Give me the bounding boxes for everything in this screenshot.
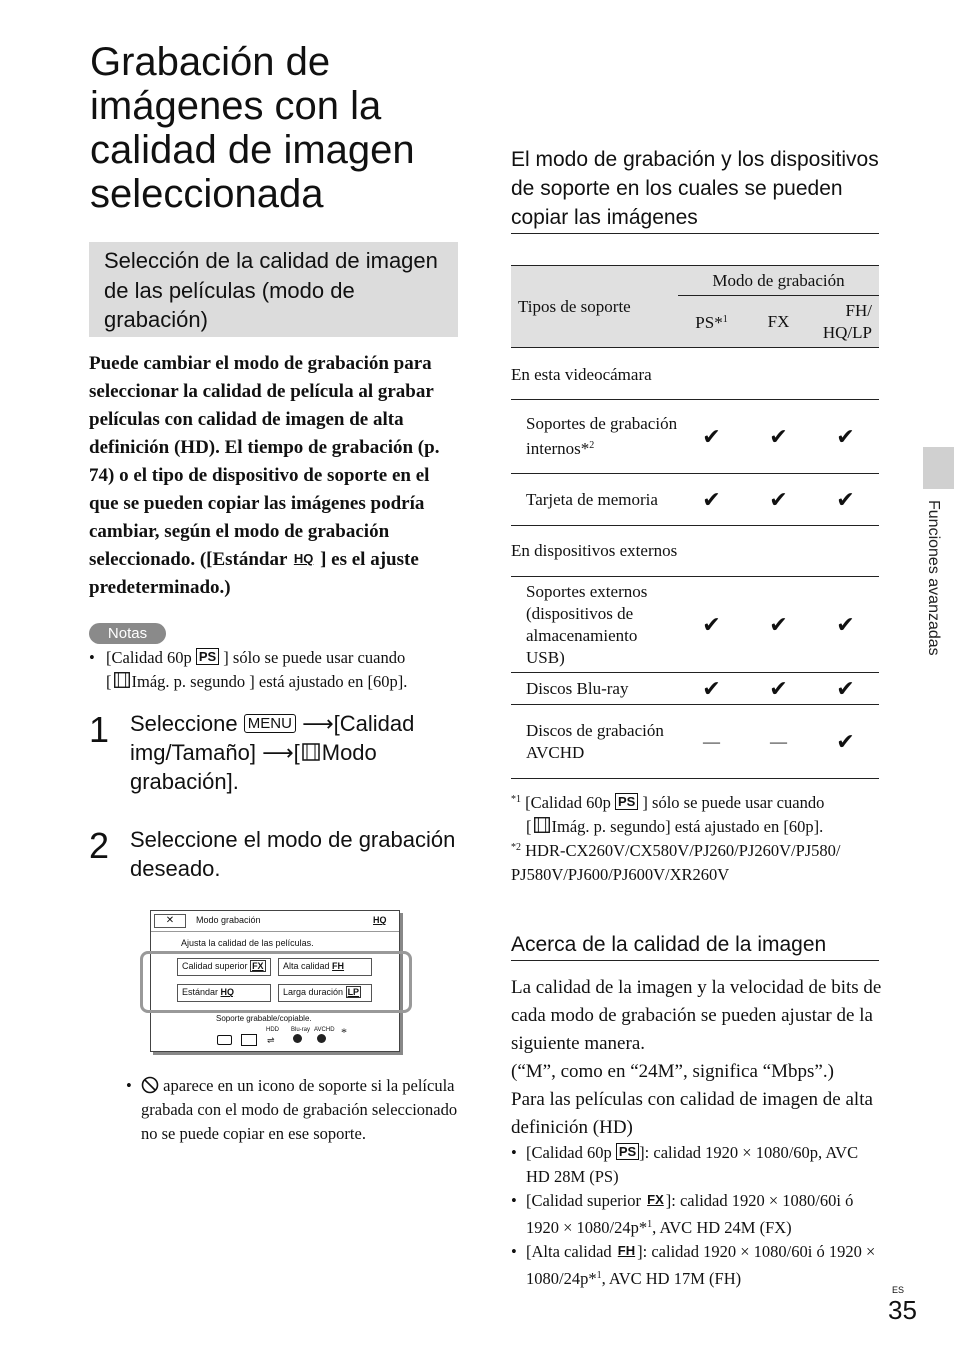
- page-number: 35: [888, 1295, 917, 1325]
- row-label: Discos Blu-ray: [526, 678, 629, 698]
- footnote-text: ] sólo se puede usar cuando: [642, 793, 825, 812]
- note-text: ] sólo se puede usar cuando: [223, 648, 406, 667]
- col-media-header: Tipos de soporte: [518, 296, 631, 316]
- divider: [511, 960, 879, 961]
- ps-icon: PS: [615, 793, 638, 810]
- check-icon: ✔: [769, 486, 788, 512]
- step-2-text: Seleccione el modo de grabación deseado.: [130, 827, 456, 881]
- media-icons: [217, 1025, 347, 1047]
- col-fh: FH/ HQ/LP: [822, 300, 872, 342]
- section-heading-box: [89, 242, 458, 337]
- row-label: Soportes de grabación internos*: [526, 414, 678, 458]
- avchd-label: AVCHD: [314, 1027, 335, 1033]
- table-row: [511, 474, 879, 526]
- table-row: [511, 673, 879, 705]
- screen-note-text: aparece en un icono de soporte si la película grabada con el modo de grabación seleccionado no se puede copiar en ese soporte.: [141, 1076, 458, 1143]
- hq-icon: HQ: [220, 987, 235, 997]
- ps-header: PS*: [695, 313, 723, 332]
- bullet-text: ]: calidad 1920 × 1080/60i ó 1920 × 1080/24p*: [526, 1191, 854, 1237]
- close-icon[interactable]: ✕: [154, 914, 186, 928]
- row-label: Tarjeta de memoria: [526, 489, 658, 509]
- section-heading: Selección de la calidad de imagen de las películas (modo de grabación): [104, 248, 438, 332]
- note-text: [Calidad 60p: [106, 648, 192, 667]
- memory-card-icon: [241, 1034, 257, 1046]
- step-1: [130, 709, 460, 796]
- intro-text-1: Puede cambiar el modo de grabación para seleccionar la calidad de película al grabar películas con calidad de imagen de alta definición (HD). El tiempo de grabación (p. 74) o el tipo de dispositivo de soporte en el que se pueden copiar las imágenes podría cambiar, según el modo de grabación seleccionado. ([Estándar: [89, 353, 440, 570]
- step-number: 2: [89, 825, 110, 866]
- footnote-mark: 1: [722, 314, 728, 325]
- option-label: Estándar: [182, 987, 219, 997]
- footnote-mark: *2: [511, 842, 521, 853]
- bullet-text: , AVC HD 24M (FX): [652, 1218, 792, 1237]
- footnote-text: Imág. p. segundo] está ajustado en [60p].: [551, 817, 824, 836]
- modes-table: [511, 265, 879, 779]
- ps-icon: PS: [616, 1143, 639, 1160]
- lp-icon: LP: [347, 987, 360, 997]
- quality-paragraph: (“M”, como en “24M”, significa “Mbps”.): [511, 1061, 834, 1082]
- screen-header: [151, 911, 399, 932]
- col-fx: FX: [767, 311, 790, 331]
- bullet-text: ]: calidad 1920 × 1080/60p, AVC HD 28M (PS): [526, 1143, 859, 1186]
- footnote-1: [511, 788, 886, 839]
- fh-icon: FH: [332, 961, 345, 971]
- disc-icon: [317, 1034, 326, 1043]
- list-item: • [Calidad 60p PS ]: calidad 1920 × 1080/60p, AVC HD 28M (PS): [511, 1143, 859, 1186]
- intro-paragraph: [89, 350, 461, 602]
- prohibited-icon: [141, 1076, 159, 1094]
- arrow-right-icon: ⟶: [302, 711, 334, 736]
- bullet-text: ]: calidad 1920 × 1080/60i ó 1920 × 1080/24p*: [526, 1242, 876, 1288]
- hq-icon: HQ: [293, 551, 314, 566]
- note-text: Imág. p. segundo ] está ajustado en [60p].: [131, 672, 408, 691]
- quality-body: [511, 974, 883, 1142]
- bullet-text: [Alta calidad: [526, 1242, 612, 1261]
- footnote-mark: 1: [596, 1270, 602, 1281]
- intro-text-2: ] es el ajuste predeterminado.): [89, 549, 419, 598]
- group-in-camera: En esta videocámara: [511, 364, 652, 384]
- step-text: Modo grabación].: [130, 740, 377, 794]
- screen-title: Modo grabación: [196, 915, 261, 925]
- divider: [511, 233, 879, 234]
- check-icon: ✔: [769, 611, 788, 637]
- row-label: Discos de grabación AVCHD: [526, 720, 664, 762]
- option-label: Alta calidad: [283, 961, 330, 971]
- check-icon: ✔: [836, 486, 855, 512]
- step-text: [Calidad img/Tamaño]: [130, 711, 415, 765]
- quality-heading: Acerca de la calidad de la imagen: [511, 933, 827, 956]
- check-icon: ✔: [769, 423, 788, 449]
- page-title: Grabación de imágenes con la calidad de imagen seleccionada: [90, 40, 415, 216]
- dash: —: [770, 731, 787, 751]
- col-mode-header: Modo de grabación: [678, 266, 879, 296]
- check-icon: ✔: [836, 675, 855, 701]
- hdd-label: HDD: [266, 1027, 279, 1033]
- list-item: • [Calidad superior FX ]: calidad 1920 × 1080/60i ó 1920 × 1080/24p*$^1$, AVC HD 24M (FX): [511, 1191, 854, 1237]
- language-code: ES: [892, 1285, 905, 1295]
- dash: —: [703, 731, 720, 751]
- step-text: Seleccione: [130, 711, 238, 736]
- check-icon: ✔: [769, 675, 788, 701]
- footnote-mark: *1: [511, 794, 521, 805]
- footnote-mark: 2: [589, 440, 595, 451]
- check-icon: ✔: [702, 486, 721, 512]
- usb-icon: ⇌: [267, 1035, 275, 1045]
- check-icon: ✔: [836, 728, 855, 754]
- check-icon: ✔: [702, 611, 721, 637]
- option-label: Calidad superior: [182, 961, 248, 971]
- bullet-text: [Calidad 60p: [526, 1143, 612, 1162]
- note-text: [: [106, 672, 112, 691]
- footnote-text: HDR-CX260V/CX580V/PJ260/PJ260V/PJ580/ PJ580V/PJ600/PJ600V/XR260V: [511, 841, 841, 884]
- notes-badge: Notas: [89, 623, 166, 644]
- side-tab-marker: [923, 447, 954, 489]
- footnote-mark: 1: [647, 1219, 653, 1230]
- hq-badge: HQ: [373, 915, 387, 925]
- film-icon: [300, 741, 322, 763]
- step-number: 1: [89, 709, 110, 750]
- check-icon: ✔: [702, 423, 721, 449]
- ps-icon: PS: [196, 648, 219, 665]
- quality-paragraph: La calidad de la imagen y la velocidad de bits de cada modo de grabación se pueden ajustar de la siguiente manera.: [511, 977, 882, 1054]
- fh-icon: FH: [617, 1243, 636, 1258]
- table-row: [511, 705, 879, 779]
- col-ps: [678, 296, 745, 348]
- quality-bullets: [511, 1141, 883, 1291]
- footnote-text: [: [526, 817, 532, 836]
- footnote-2: [511, 836, 883, 887]
- bullet-text: , AVC HD 17M (FH): [601, 1269, 742, 1288]
- row-label: Soportes externos (dispositivos de almacenamiento USB): [526, 581, 648, 667]
- step-text: [: [293, 740, 300, 765]
- support-label: Soporte grabable/copiable.: [216, 1014, 312, 1023]
- fx-icon: FX: [647, 1192, 664, 1207]
- selection-highlight: [140, 951, 412, 1013]
- side-tab-label: Funciones avanzadas: [925, 500, 942, 656]
- asterisk: *: [341, 1025, 347, 1039]
- check-icon: ✔: [836, 611, 855, 637]
- option-label: Larga duración: [283, 987, 344, 997]
- film-icon: [532, 815, 552, 835]
- table-row: [511, 577, 879, 673]
- check-icon: ✔: [702, 675, 721, 701]
- group-external: En dispositivos externos: [511, 541, 678, 560]
- film-icon: [112, 670, 132, 690]
- table-row: [511, 400, 879, 474]
- screen-subtitle: Ajusta la calidad de las películas.: [181, 938, 314, 948]
- right-heading: El modo de grabación y los dispositivos de soporte en los cuales se pueden copiar las imágenes: [511, 148, 879, 229]
- disc-icon: [293, 1034, 302, 1043]
- bluray-label: Blu-ray: [291, 1027, 311, 1033]
- internal-memory-icon: [217, 1035, 232, 1045]
- quality-paragraph: Para las películas con calidad de imagen de alta definición (HD): [511, 1089, 873, 1138]
- bullet-text: [Calidad superior: [526, 1191, 642, 1210]
- menu-button-icon: MENU: [244, 714, 296, 733]
- arrow-right-icon: ⟶: [262, 740, 294, 765]
- list-item: • [Alta calidad FH ]: calidad 1920 × 1080/60i ó 1920 × 1080/24p*$^1$, AVC HD 17M (FH): [511, 1242, 876, 1288]
- note-item: • [Calidad 60p PS ] sólo se puede usar cuando [ Imág. p. segundo ] está ajustado en [60p].: [89, 648, 408, 691]
- check-icon: ✔: [836, 423, 855, 449]
- fx-icon: FX: [252, 961, 264, 971]
- screen-note: • aparece en un icono de soporte si la película grabada con el modo de grabación seleccionado no se puede copiar en ese soporte.: [126, 1076, 458, 1143]
- footnote-text: [Calidad 60p: [525, 793, 611, 812]
